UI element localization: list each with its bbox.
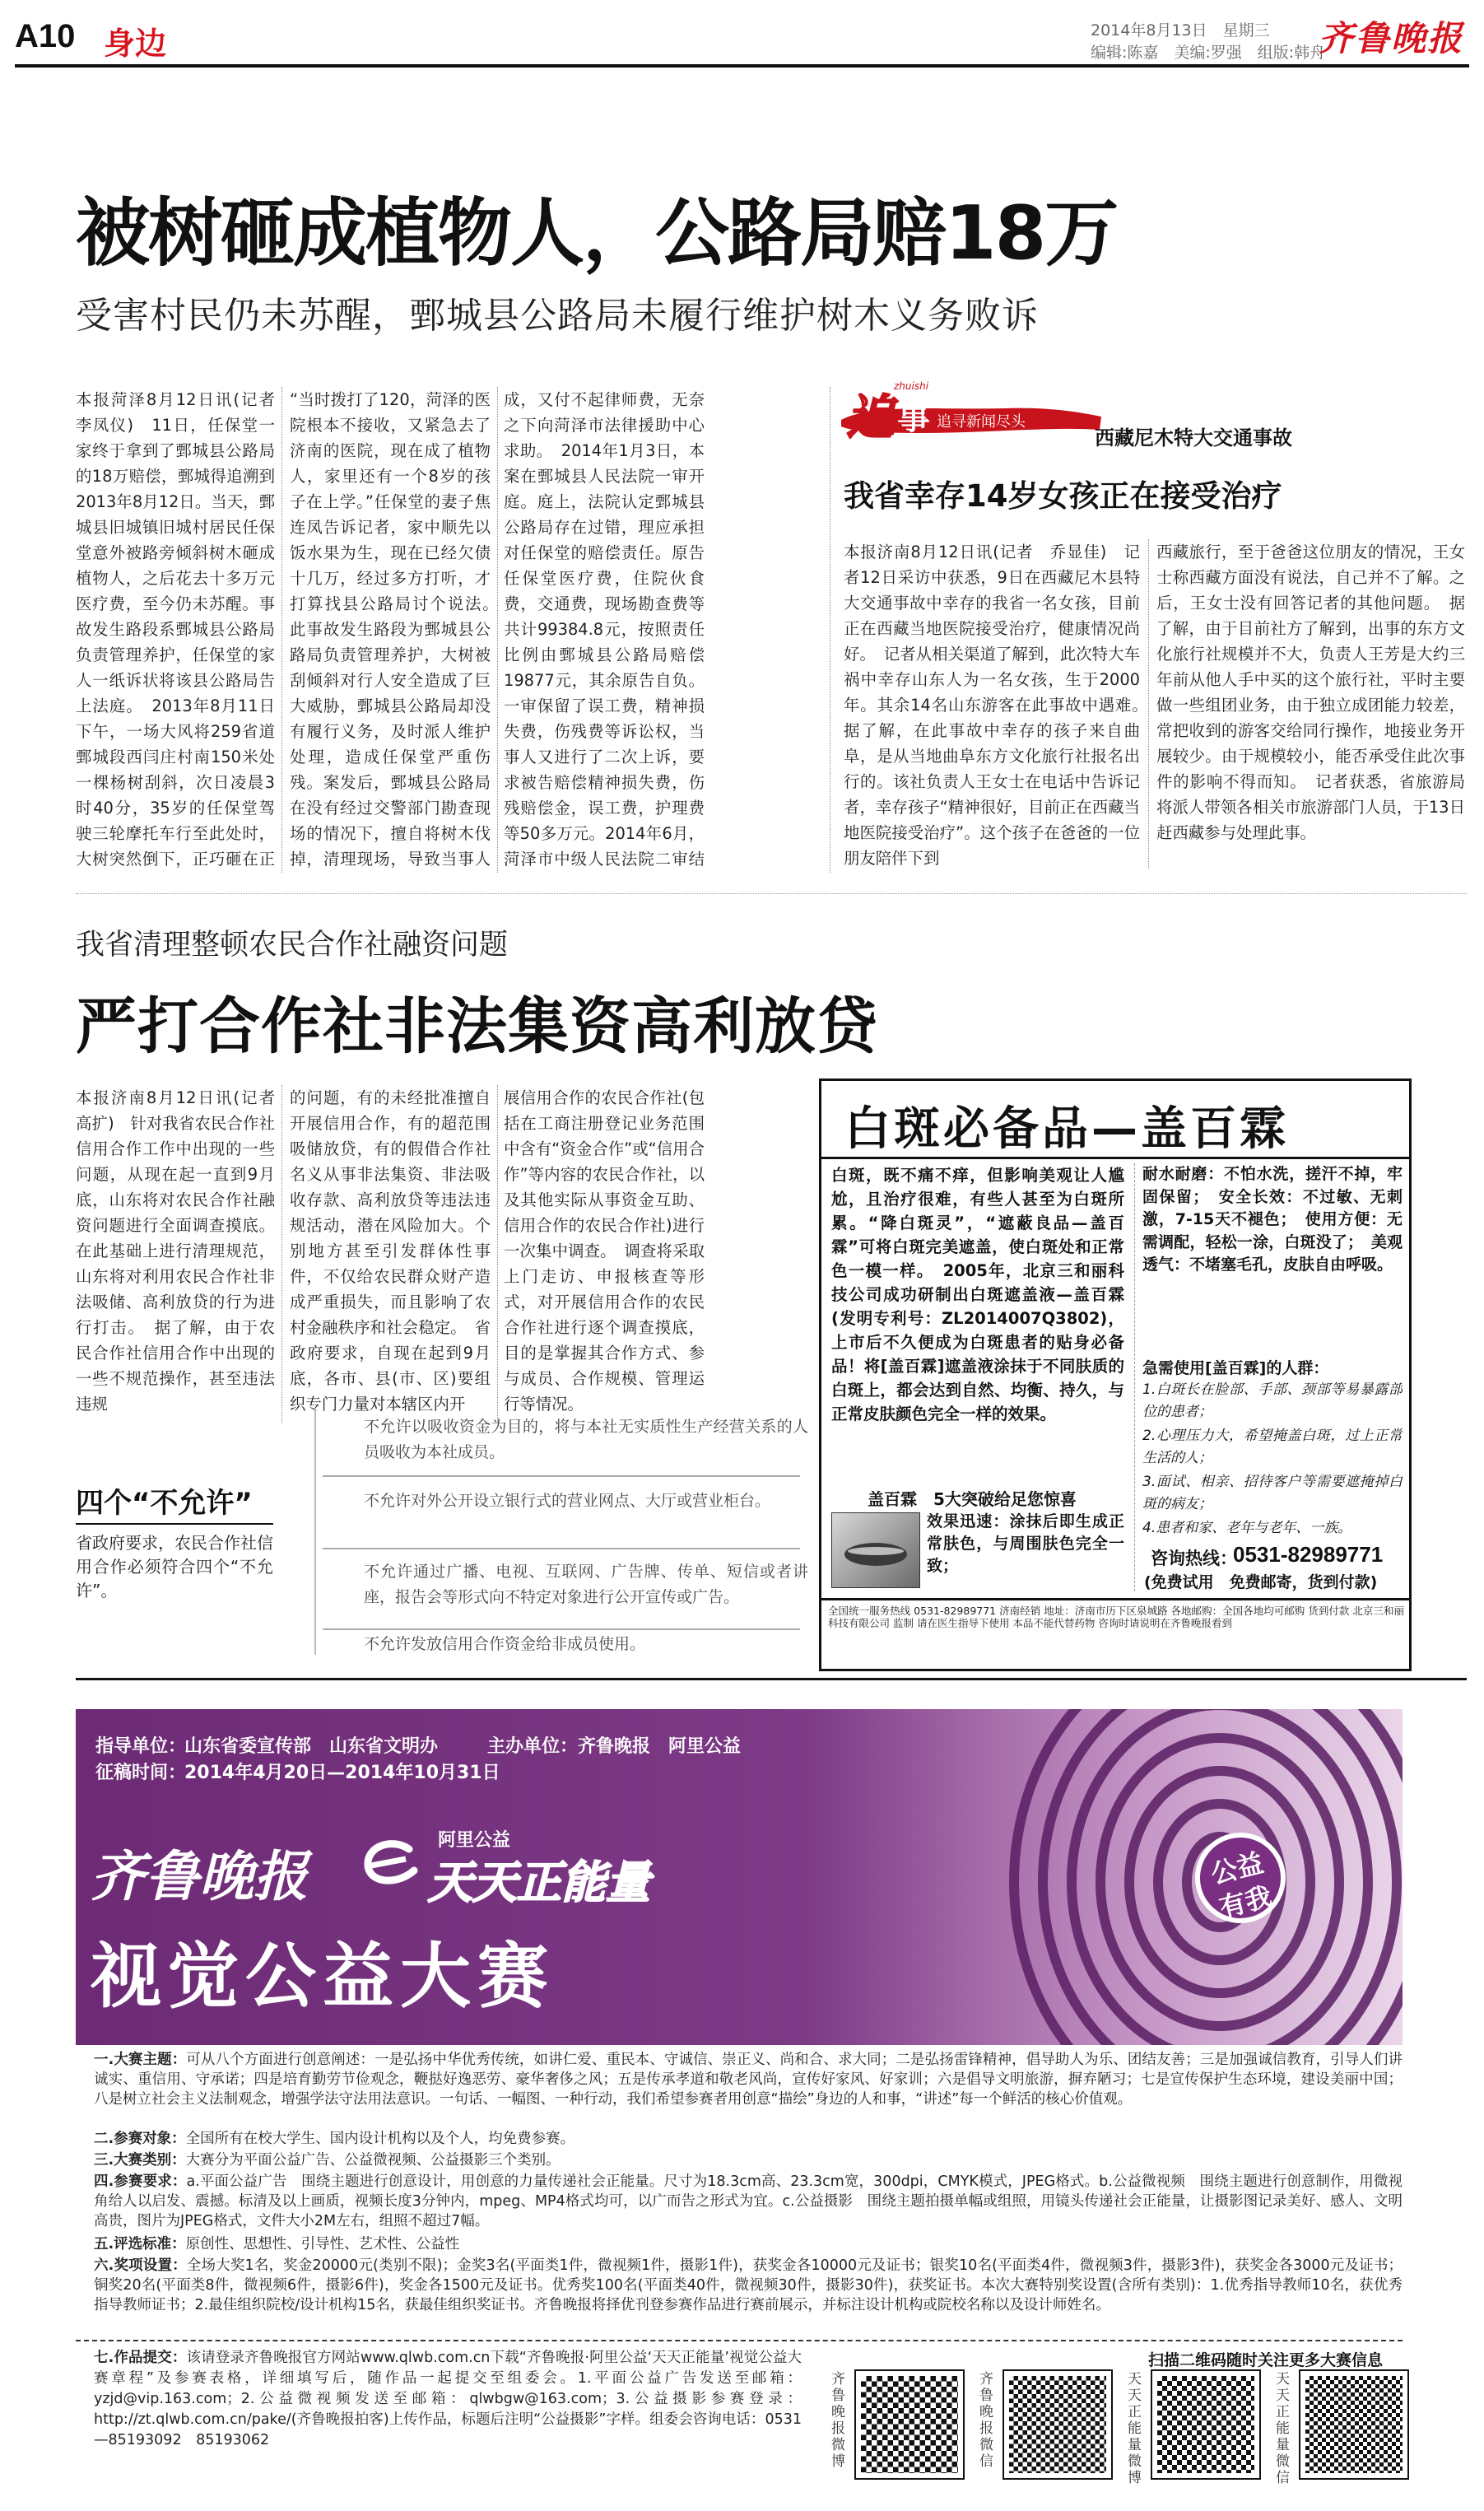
period-value: 2014年4月20日—2014年10月31日 [184, 1763, 500, 1783]
story2-headline: 我省幸存14岁女孩正在接受治疗 [844, 478, 1282, 514]
rules-box-lead: 省政府要求，农民合作社信用合作必须符合四个“不允许”。 [76, 1533, 273, 1600]
stamp-bottom: 有我 [1216, 1880, 1275, 1924]
logo-pinyin: zhuishi [894, 380, 929, 392]
contest-banner [76, 1709, 1403, 2045]
logo-char-zhui: 追 [846, 389, 895, 445]
qr-block-2 [979, 2371, 1128, 2486]
ad-bottom-rule [821, 1598, 1409, 1600]
qr-code-icon[interactable] [1004, 2371, 1111, 2478]
story3-col3: 展信用合作的农民合作社(包括在工商注册登记业务范围中含有“资金合作”或“信用合作”等内容的农民合作社，以及其他实际从事资金互助、信用合作的农民合作社)进行一次集中调查。 调查将采取上门走访、申报核查等形式，对开展信用合作的农民合作社进行逐个调查摸底，目的是掌握其合作方式、参与成员、合作规模、管理运行等情况。 [504, 1088, 705, 1414]
contest-top-rule [76, 1678, 1467, 1680]
story2-kicker: 西藏尼木特大交通事故 [1095, 426, 1292, 450]
story1-headline: 被树砸成植物人，公路局赔18万 [76, 190, 1118, 277]
host-label: 主办单位： [487, 1736, 579, 1757]
logo-char-shi: 事 [897, 398, 930, 437]
rule-section-5 [94, 2234, 1403, 2254]
col-divider [497, 1085, 498, 1423]
qr-label: 齐鲁晚报微信 [979, 2371, 993, 2470]
guide-label: 指导单位： [95, 1736, 187, 1757]
date-line: 2014年8月13日 星期三 [1091, 21, 1270, 40]
fingerprint-icon [981, 1709, 1403, 2045]
ad-product-photo [831, 1512, 920, 1588]
ad-offer: (免费试用 免费邮寄，货到付款) [1144, 1573, 1378, 1591]
ad-right-text: 耐水耐磨：不怕水洗，搓汗不掉，牢固保留； 安全长效：不过敏、无刺激，7-15天不褪色； 使用方便：无需调配，轻松一涂，白斑没了； 美观透气：不堵塞毛孔，皮肤自由呼吸。 [1142, 1165, 1403, 1274]
rule-section-6 [94, 2256, 1403, 2336]
brand-ali-small: 阿里公益 [438, 1830, 511, 1851]
rule-item: 不允许发放信用合作资金给非成员使用。 [364, 1635, 646, 1653]
ad-gaibailin [819, 1078, 1412, 1671]
story3-headline: 严打合作社非法集资高利放贷 [76, 991, 878, 1062]
rule-section-2 [94, 2129, 1403, 2149]
zhuishi-logo [840, 379, 1103, 445]
rule-section-7 [94, 2348, 802, 2480]
rule-text: 原创性、思想性、引导性、艺术性、公益性 [185, 2236, 460, 2252]
col-divider [497, 387, 498, 873]
rule-label: 三.大赛类别： [94, 2152, 186, 2169]
rule-label: 二.参赛对象： [94, 2131, 186, 2147]
ad-effect-text: 效果迅速：涂抹后即生成正常肤色，与周围肤色完全一致； [927, 1512, 1124, 1575]
ali-logo-icon [360, 1834, 426, 1892]
rule-item: 不允许以吸收资金为目的，将与本社无实质性生产经营关系的人员吸收为本社成员。 [364, 1418, 808, 1461]
qr-code-icon[interactable] [1152, 2371, 1259, 2478]
rules-box-rule [76, 1523, 273, 1525]
page-header [0, 0, 1484, 66]
qr-block-3 [1128, 2371, 1276, 2486]
story3-col2: 的问题，有的未经批准擅自开展信用合作，有的超范围吸储放贷，有的假借合作社名义从事非法集资、非法吸收存款、高利放贷等违法违规活动，潜在风险加大。个别地方甚至引发群体性事件，不仅给农民群众财产造成严重损失，而且影响了农村金融秩序和社会稳定。 省政府要求，自现在起到9月底，各市、县(市、区)要组织专门力量对本辖区内开 [290, 1088, 491, 1414]
section-name: 身边 [104, 26, 167, 62]
qr-code-icon[interactable] [1300, 2371, 1407, 2478]
rule-separator [323, 1475, 800, 1477]
host-value: 齐鲁晚报 阿里公益 [578, 1736, 742, 1757]
rule-label: 六.奖项设置： [94, 2257, 187, 2274]
story1-subhead: 受害村民仍未苏醒，鄄城县公路局未履行维护树木义务败诉 [76, 295, 1039, 337]
story2-col1: 本报济南8月12日讯(记者 乔显佳) 记者12日采访中获悉，9日在西藏尼木县特大交通事故中幸存的我省一名女孩，目前正在西藏当地医院接受治疗，健康情况尚好。 记者从相关渠道了解到，此次特大车祸中幸存山东人为一名女孩，生于2000年。其余14名山东游客在此事故中遇难。 据了解，在此事故中幸存的孩子来自曲阜，是从当地曲阜东方文化旅行社报名出行的。该社负责人王女士在电话中告诉记者，幸存孩子“精神很好，目前正在西藏当地医院接受治疗”。这个孩子在爸爸的一位朋友陪伴下到 [844, 543, 1140, 868]
col-divider [1148, 539, 1149, 869]
ad-title: 白斑必备品—盖百霖 [844, 1102, 1289, 1156]
brand-logo: 齐鲁晚报 [1319, 18, 1464, 58]
rule-separator [323, 1628, 800, 1630]
story1-col2: “当时拨打了120，菏泽的医院根本不接收，又紧急去了济南的医院，现在成了植物人，家里还有一个8岁的孩子在上学。”任保堂的妻子焦连凤告诉记者，家中顺先以饭水果为生，现在已经欠债十几万，经过多方打听，才打算找县公路局讨个说法。 此事故发生路段为鄄城县公路局负责管理养护，大树被刮倾斜对行人安全造成了巨大威胁，鄄城县公路局却没有履行义务，及时派人维护处理，造成任保堂严重伤残。案发后，鄄城县公路局在没有经过交警部门勘查现场的情况下，擅自将树木伐掉，清理现场，导致当事人 [290, 390, 491, 869]
page-number: A10 [15, 18, 76, 54]
rules-box-title: 四个“不允许” [76, 1487, 253, 1520]
rule-label: 一.大赛主题： [94, 2052, 187, 2068]
logo-tagline: 追寻新闻尽头 [937, 413, 1026, 431]
ad-who-item: 4.患者和家、老年与老年、一族。 [1142, 1520, 1352, 1536]
period-label: 征稿时间： [95, 1763, 187, 1783]
contest-bottom-rule [76, 2340, 1403, 2341]
rule-section-4 [94, 2172, 1403, 2233]
four-rules-box [76, 1408, 808, 1655]
contest-title: 视觉公益大赛 [91, 1936, 555, 2018]
story1-col1: 本报菏泽8月12日讯(记者 李凤仪) 11日，任保堂一家终于拿到了鄄城县公路局的18万赔偿，鄄城得追溯到2013年8月12日。当天，鄄城县旧城镇旧城村居民任保堂意外被路旁倾斜树木砸成植物人，之后花去十多万元医疗费，至今仍未苏醒。事故发生路段系鄄城县公路局负责管理养护，任保堂的家人一纸诉状将该县公路局告上法庭。 2013年8月11日下午，一场大风将259省道鄄城段西闫庄村南150米处一棵杨树刮斜，次日凌晨3时40分，35岁的任保堂驾驶三轮摩托车行至此处时，大树突然倒下，正巧砸在正 [76, 390, 275, 869]
story3-kicker: 我省清理整顿农民合作社融资问题 [76, 929, 509, 962]
rule-item: 不允许对外公开设立银行式的营业网点、大厅或营业柜台。 [364, 1492, 771, 1510]
rule-separator [323, 1548, 800, 1549]
ad-fine-print: 全国统一服务热线 0531-82989771 济南经销 地址：济南市历下区泉城路 各地邮购：全国各地均可邮购 货到付款 北京三和丽科技有限公司 监制 请在医生指导下使用 本品不能代替药物 咨询时请说明在齐鲁晚报看到 [828, 1605, 1404, 1629]
qr-code-icon[interactable] [856, 2371, 963, 2478]
lips-icon [832, 1513, 919, 1587]
rule-text: 全场大奖1名，奖金20000元(类别不限)；金奖3名(平面类1件，微视频1件，摄影1件)，获奖金各10000元及证书；银奖10名(平面类4件，微视频3件，摄影3件)，获奖金各3000元及证书；铜奖20名(平面类8件，微视频6件，摄影6件)，奖金各1500元及证书。优秀奖100名(平面类40件，微视频30件，摄影30件)，获奖证书。本次大赛特别奖设置(含所有类别)：1.优秀指导教师10名，获优秀指导教师证书；2.最佳组织院校/设计机构15名，获最佳组织奖证书。齐鲁晚报将择优刊登参赛作品进行赛前展示，并标注设计机构或院校名称以及设计师姓名。 [94, 2257, 1403, 2313]
ad-who-item: 2.心理压力大，希望掩盖白斑，过上正常生活的人； [1142, 1428, 1403, 1466]
col-divider [281, 1085, 282, 1423]
ad-feature-title: 盖百霖 5大突破给足您惊喜 [868, 1489, 1077, 1509]
guide-value: 山东省委宣传部 山东省文明办 [184, 1736, 439, 1757]
ad-title-rule [821, 1157, 1409, 1159]
header-rule [15, 64, 1469, 68]
rule-text: 大赛分为平面公益广告、公益微视频、公益摄影三个类别。 [185, 2152, 561, 2169]
qr-block-1 [831, 2371, 979, 2486]
qr-label: 天天正能量微信 [1276, 2371, 1290, 2486]
ad-hotline: 0531-82989771 [1233, 1542, 1384, 1567]
rule-label: 五.评选标准： [94, 2236, 186, 2252]
rule-text: 全国所有在校大学生、国内设计机构以及个人，均免费参赛。 [185, 2131, 575, 2147]
ad-col-divider [1134, 1163, 1135, 1591]
rule-section-3 [94, 2150, 1403, 2170]
stamp-top: 公益 [1207, 1847, 1267, 1890]
story2-col2: 西藏旅行，至于爸爸这位朋友的情况，王女士称西藏方面没有说法，自己并不了解。之后，王女士没有回答记者的其他问题。 据了解，由于目前社方了解到，出事的东方文化旅行社规模并不大，负责人王芳是大约三年前从他人手中买的这个旅行社，平时主要做一些组团业务，由于独立成团能力较差，常把收到的游客交给同行操作，地接业务开展较少。由于规模较小，能否承受住此次事件的影响不得而知。 记者获悉，省旅游局将派人带领各相关市旅游部门人员，于13日赶西藏参与处理此事。 [1156, 543, 1465, 842]
rule-label: 七.作品提交： [94, 2350, 187, 2366]
ad-who-item: 1.白斑长在脸部、手部、颈部等易暴露部位的患者； [1142, 1381, 1403, 1420]
section-divider [76, 893, 1467, 894]
ad-who-title: 急需使用[盖百霖]的人群： [1142, 1359, 1329, 1377]
col-divider [281, 387, 282, 873]
ad-hotline-label: 咨询热线： [1151, 1549, 1237, 1568]
story1-col3: 成，又付不起律师费，无奈之下向菏泽市法律援助中心求助。 2014年1月3日，本案在鄄城县人民法院一审开庭。庭上，法院认定鄄城县公路局存在过错，理应承担对任保堂的赔偿责任。原告任保堂医疗费，住院伙食费，交通费，现场勘查费等共计99384.8元，按照责任比例由鄄城县公路局赔偿19877元，其余原告自负。一审保留了误工费，精神损失费，伤残费等诉讼权，当事人又进行了二次上诉，要求被告赔偿精神损失费，伤残赔偿金，误工费，护理费等50多万元。2014年6月，菏泽市中级人民法院二审结 [504, 390, 705, 869]
rule-label: 四.参赛要求： [94, 2173, 187, 2190]
ad-left-text: 白斑，既不痛不痒，但影响美观让人尴尬，且治疗很难，有些人甚至为白斑所累。“降白斑灵”，“遮蔽良品—盖百霖”可将白斑完美遮盖，使白斑处和正常色一模一样。 2005年，北京三和丽科技公司成功研制出白斑遮盖液—盖百霖(发明专利号：ZL2014007Q3802)，上市后不久便成为白斑患者的贴身必备品！将[盖百霖]遮盖液涂抹于不同肤质的白斑上，都会达到自然、均衡、持久，与正常皮肤颜色完全一样的效果。 [831, 1166, 1124, 1423]
brand-qilu: 齐鲁晚报 [91, 1844, 308, 1908]
qr-label: 天天正能量微博 [1128, 2371, 1142, 2486]
rule-text: 可从八个方面进行创意阐述：一是弘扬中华优秀传统，如讲仁爱、重民本、守诚信、崇正义、尚和合、求大同；二是弘扬雷锋精神，倡导助人为乐、团结友善；三是加强诚信教育，引导人们讲诚实、重信用、守承诺；四是培育勤劳节俭观念，鞭挞好逸恶劳、豪华奢侈之风；五是传承孝道和敬老风尚，宣传好家风、好家训；六是倡导文明旅游，摒弃陋习；七是宣传保护生态环境，建设美丽中国；八是树立社会主义法制观念，增强学法守法用法意识。一句话、一幅图、一种行动，我们希望参赛者用创意“描绘”身边的人和事，“讲述”每一个鲜活的核心价值观。 [94, 2052, 1403, 2108]
rule-section-1 [94, 2050, 1403, 2129]
qr-caption: 扫描二维码随时关注更多大赛信息 [1148, 2351, 1384, 2369]
editors-line: 编辑:陈嘉 美编:罗强 组版:韩舟 [1091, 44, 1326, 62]
rule-item: 不允许通过广播、电视、互联网、广告牌、传单、短信或者讲座，报告会等形式向不特定对象进行公开宣传或广告。 [364, 1563, 808, 1606]
rule-text: 该请登录齐鲁晚报官方网站www.qlwb.com.cn下载“齐鲁晚报·阿里公益‘天天正能量’视觉公益大赛章程”及参赛表格，详细填写后，随作品一起提交至组委会。1.平面公益广告发送至邮箱：yzjd@vip.163.com；2.公益微视频发送至邮箱：qlwbgw@163.com；3.公益摄影参赛登录：http://zt.qlwb.com.cn/pake/(齐鲁晚报拍客)上传作品，标题后注明“公益摄影”字样。组委会咨询电话：0531—85193092 85193062 [94, 2350, 802, 2448]
qr-block-4 [1276, 2371, 1424, 2486]
brand-tiantian: 天天正能量 [428, 1856, 650, 1908]
story3-col1: 本报济南8月12日讯(记者 高扩) 针对我省农民合作社信用合作工作中出现的一些问题，从现在起一直到9月底，山东将对农民合作社融资问题进行全面调查摸底。在此基础上进行清理规范，山东将对利用农民合作社非法吸储、高利放贷的行为进行打击。 据了解，由于农民合作社信用合作中出现的一些不规范操作，甚至违法违规 [76, 1088, 275, 1414]
rule-text: a.平面公益广告 围绕主题进行创意设计，用创意的力量传递社会正能量。尺寸为18.3cm高、23.3cm宽，300dpi，CMYK模式，JPEG格式。b.公益微视频 围绕主题进行创意制作，用微视角给人以启发、震撼。标清及以上画质，视频长度3分钟内，mpeg、MP4格式均可，以广而告之形式为宜。c.公益摄影 围绕主题拍摄单幅或组照，用镜头传递社会正能量，让摄影图记录美好、感人、文明高贵，图片为JPEG格式，文件大小2M左右，组照不超过7幅。 [94, 2173, 1403, 2229]
ad-who-item: 3.面试、相亲、招待客户等需要遮掩掉白斑的病友； [1142, 1474, 1403, 1512]
qr-label: 齐鲁晚报微博 [831, 2371, 845, 2470]
